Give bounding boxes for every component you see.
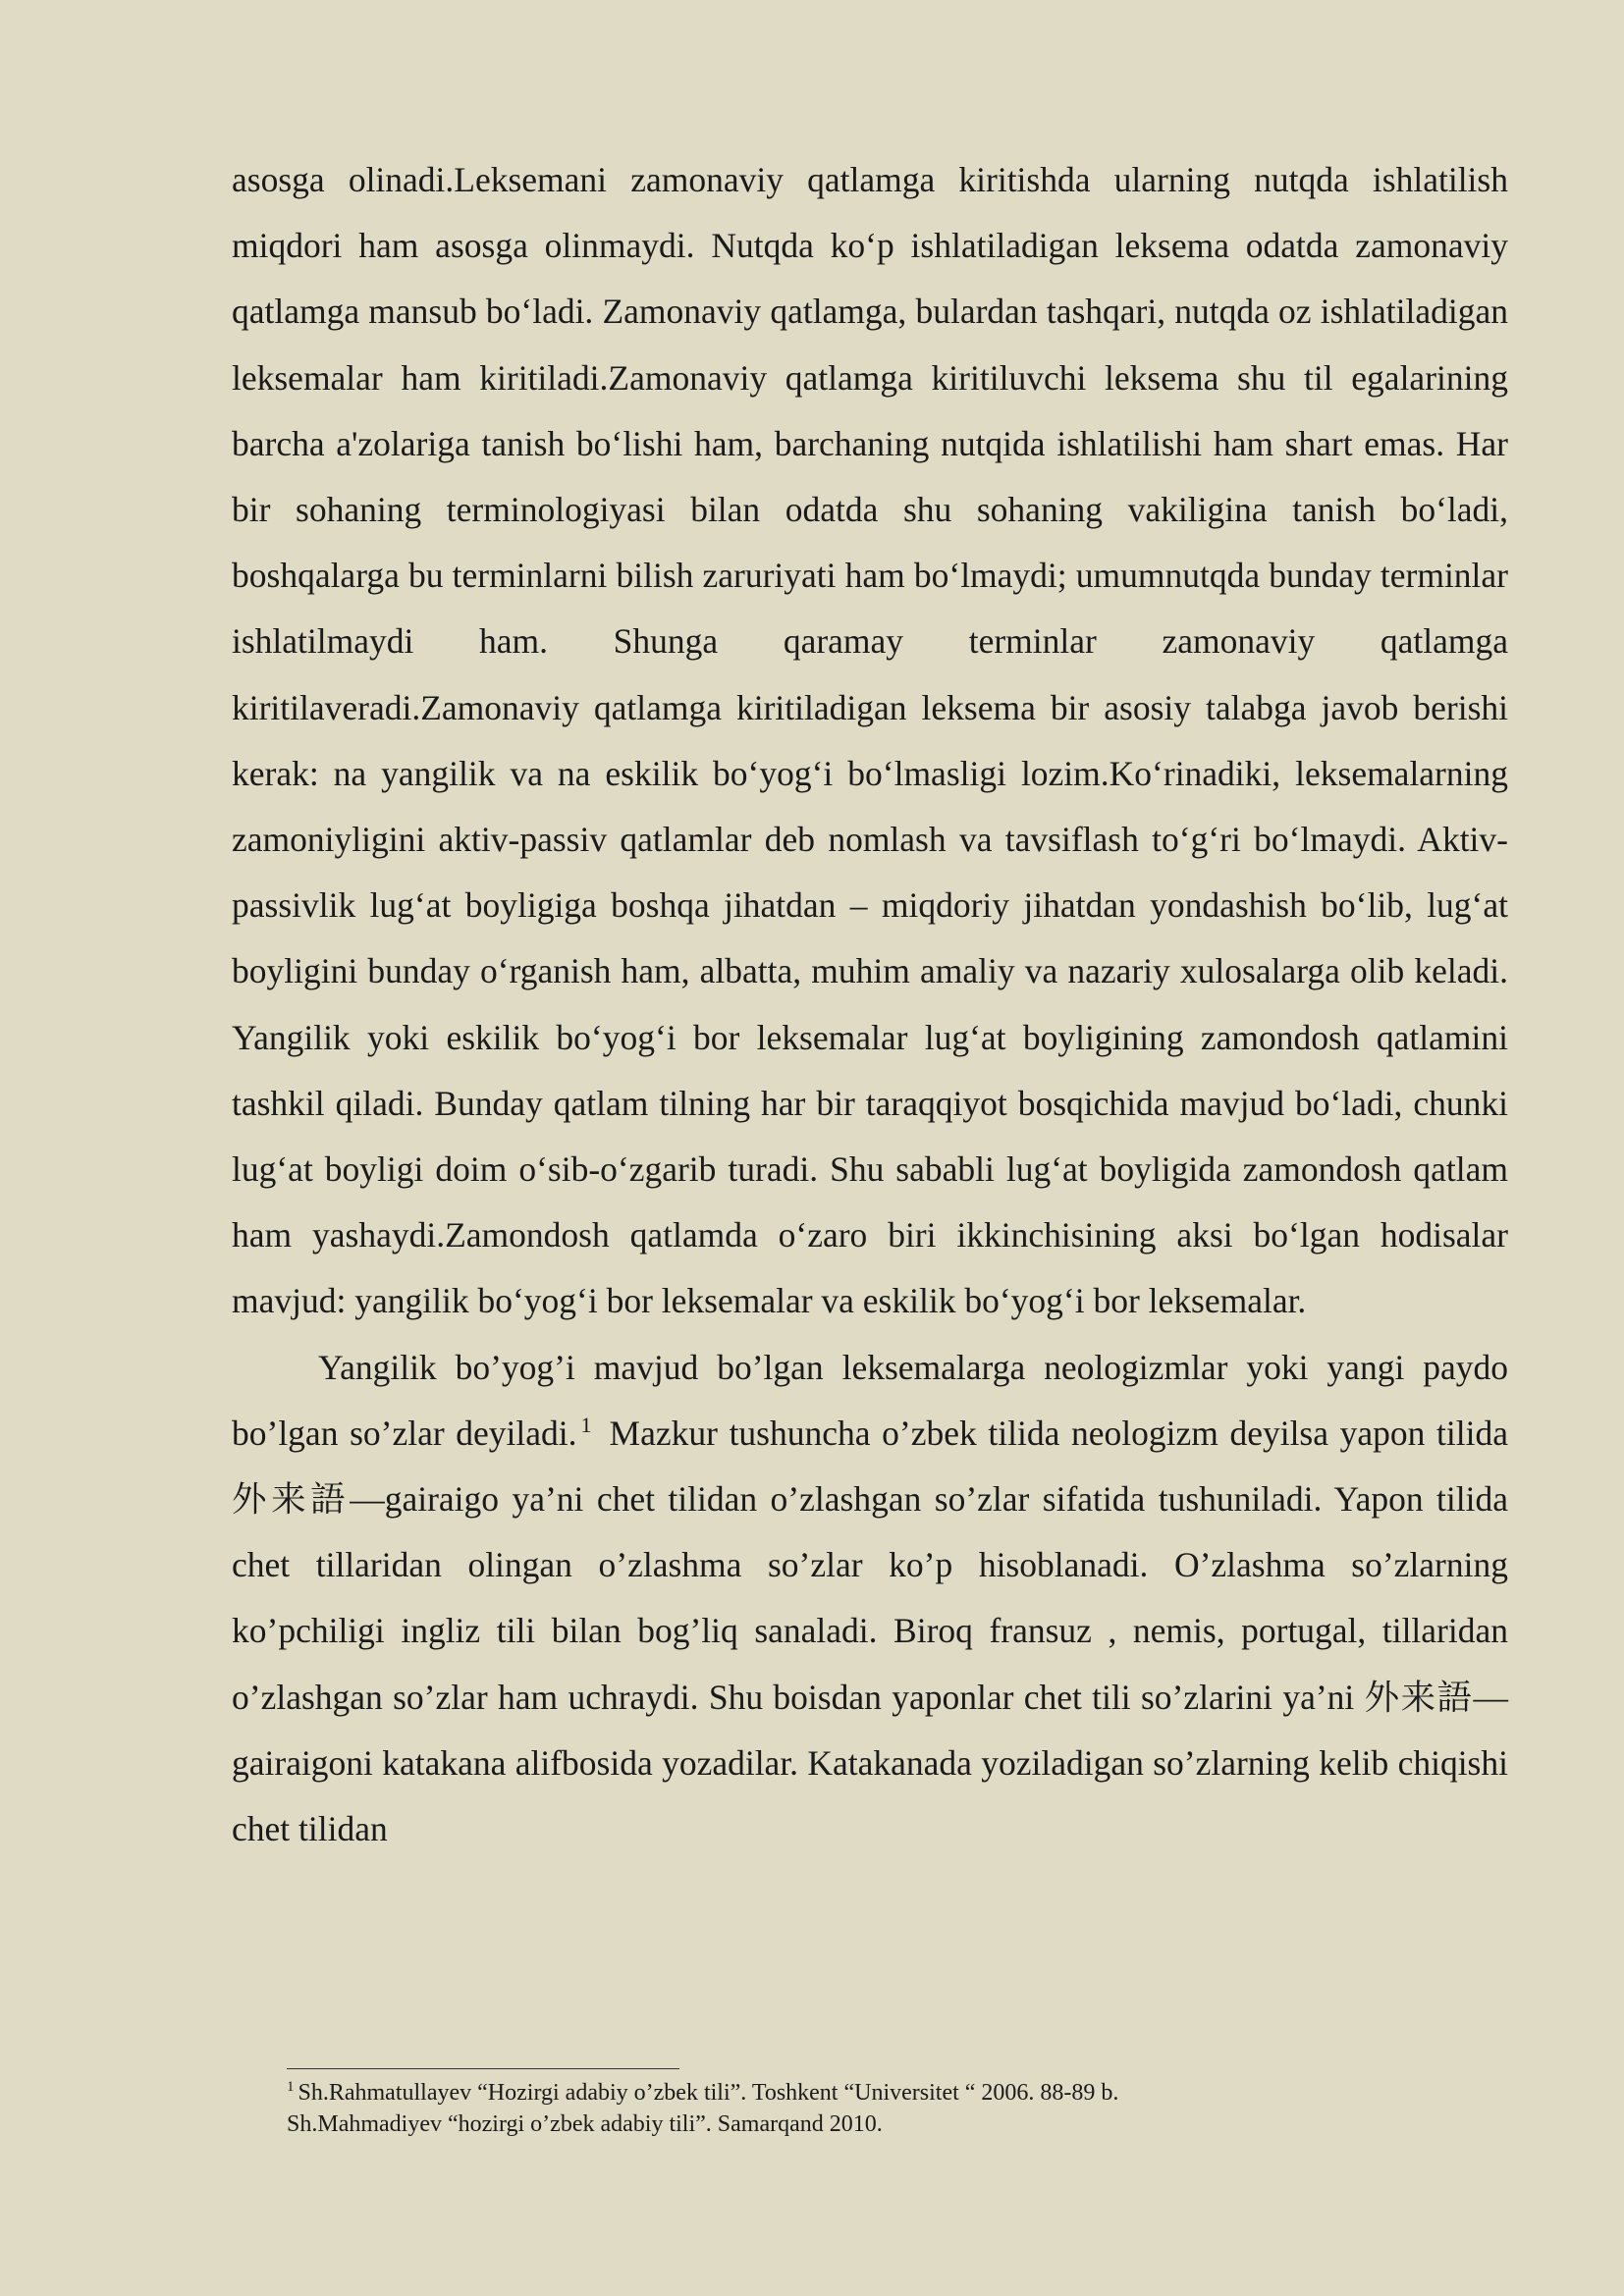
paragraph-2	[232, 1335, 1508, 1863]
footnotes	[287, 2077, 1465, 2140]
paragraph-2-rest: Mazkur tushuncha o’zbek tilida neologizm deyilsa yapon tilida 外来語—gairaigo ya’ni chet tilidan o’zlashgan so’zlar sifatida tushuniladi. Yapon tilida chet tillaridan olingan o’zlashma so’zlar ko’p hisoblanadi. O’zlashma so’zlarning ko’pchiligi ingliz tili bilan bog’liq sanaladi. Biroq fransuz , nemis, portugal, tillaridan o’zlashgan so’zlar ham uchraydi. Shu boisdan yaponlar chet tili so’zlarini ya’ni 外来語—gairaigoni katakana alifbosida yozadilar. Katakanada yoziladigan so’zlarning kelib chiqishi chet tilidan	[232, 1413, 1508, 1849]
footnote-divider	[287, 2068, 679, 2069]
paragraph-1: asosga olinadi.Leksemani zamonaviy qatlamga kiritishda ularning nutqda ishlatilish miqdori ham asosga olinmaydi. Nutqda ko‘p ishlatiladigan leksema odatda zamonaviy qatlamga mansub bo‘ladi. Zamonaviy qatlamga, bulardan tashqari, nutqda oz ishlatiladigan leksemalar ham kiritiladi.Zamonaviy qatlamga kiritiluvchi leksema shu til egalarining barcha a'zolariga tanish bo‘lishi ham, barchaning nutqida ishlatilishi ham shart emas. Har bir sohaning terminologiyasi bilan odatda shu sohaning vakiligina tanish bo‘ladi, boshqalarga bu terminlarni bilish zaruriyati ham bo‘lmaydi; umumnutqda bunday terminlar ishlatilmaydi ham. Shunga qaramay terminlar zamonaviy qatlamga kiritilaveradi.Zamonaviy qatlamga kiritiladigan leksema bir asosiy talabga javob berishi kerak: na yangilik va na eskilik bo‘yog‘i bo‘lmasligi lozim.Ko‘rinadiki, leksemalarning zamoniyligini aktiv-passiv qatlamlar deb nomlash va tavsiflash to‘g‘ri bo‘lmaydi. Aktiv-passivlik lug‘at boyligiga boshqa jihatdan – miqdoriy jihatdan yondashish bo‘lib, lug‘at boyligini bunday o‘rganish ham, albatta, muhim amaliy va nazariy xulosalarga olib keladi. Yangilik yoki eskilik bo‘yog‘i bor leksemalar lug‘at boyligining zamondosh qatlamini tashkil qiladi. Bunday qatlam tilning har bir taraqqiyot bosqichida mavjud bo‘ladi, chunki lug‘at boyligi doim o‘sib-o‘zgarib turadi. Shu sababli lug‘at boyligida zamondosh qatlam ham yashaydi.Zamondosh qatlamda o‘zaro biri ikkinchisining aksi bo‘lgan hodisalar mavjud: yangilik bo‘yog‘i bor leksemalar va eskilik bo‘yog‘i bor leksemalar.	[232, 160, 1508, 1321]
footnote-number: 1	[287, 2079, 295, 2095]
footnote-1-continued: Sh.Mahmadiyev “hozirgi o’zbek adabiy tili”. Samarqand 2010.	[287, 2111, 883, 2137]
paragraph-2-start: Yangilik bo’yog’i mavjud bo’lgan leksemalarga neologizmlar yoki yangi paydo bo’lgan so’zlar deyiladi.	[232, 1347, 1508, 1453]
body-text	[232, 147, 1508, 1862]
footnote-1	[287, 2077, 1465, 2109]
footnote-reference[interactable]: 1	[580, 1413, 592, 1438]
footnote-1-text: Sh.Rahmatullayev “Hozirgi adabiy o’zbek tili”. Toshkent “Universitet “ 2006. 88-89 b.	[298, 2080, 1119, 2106]
